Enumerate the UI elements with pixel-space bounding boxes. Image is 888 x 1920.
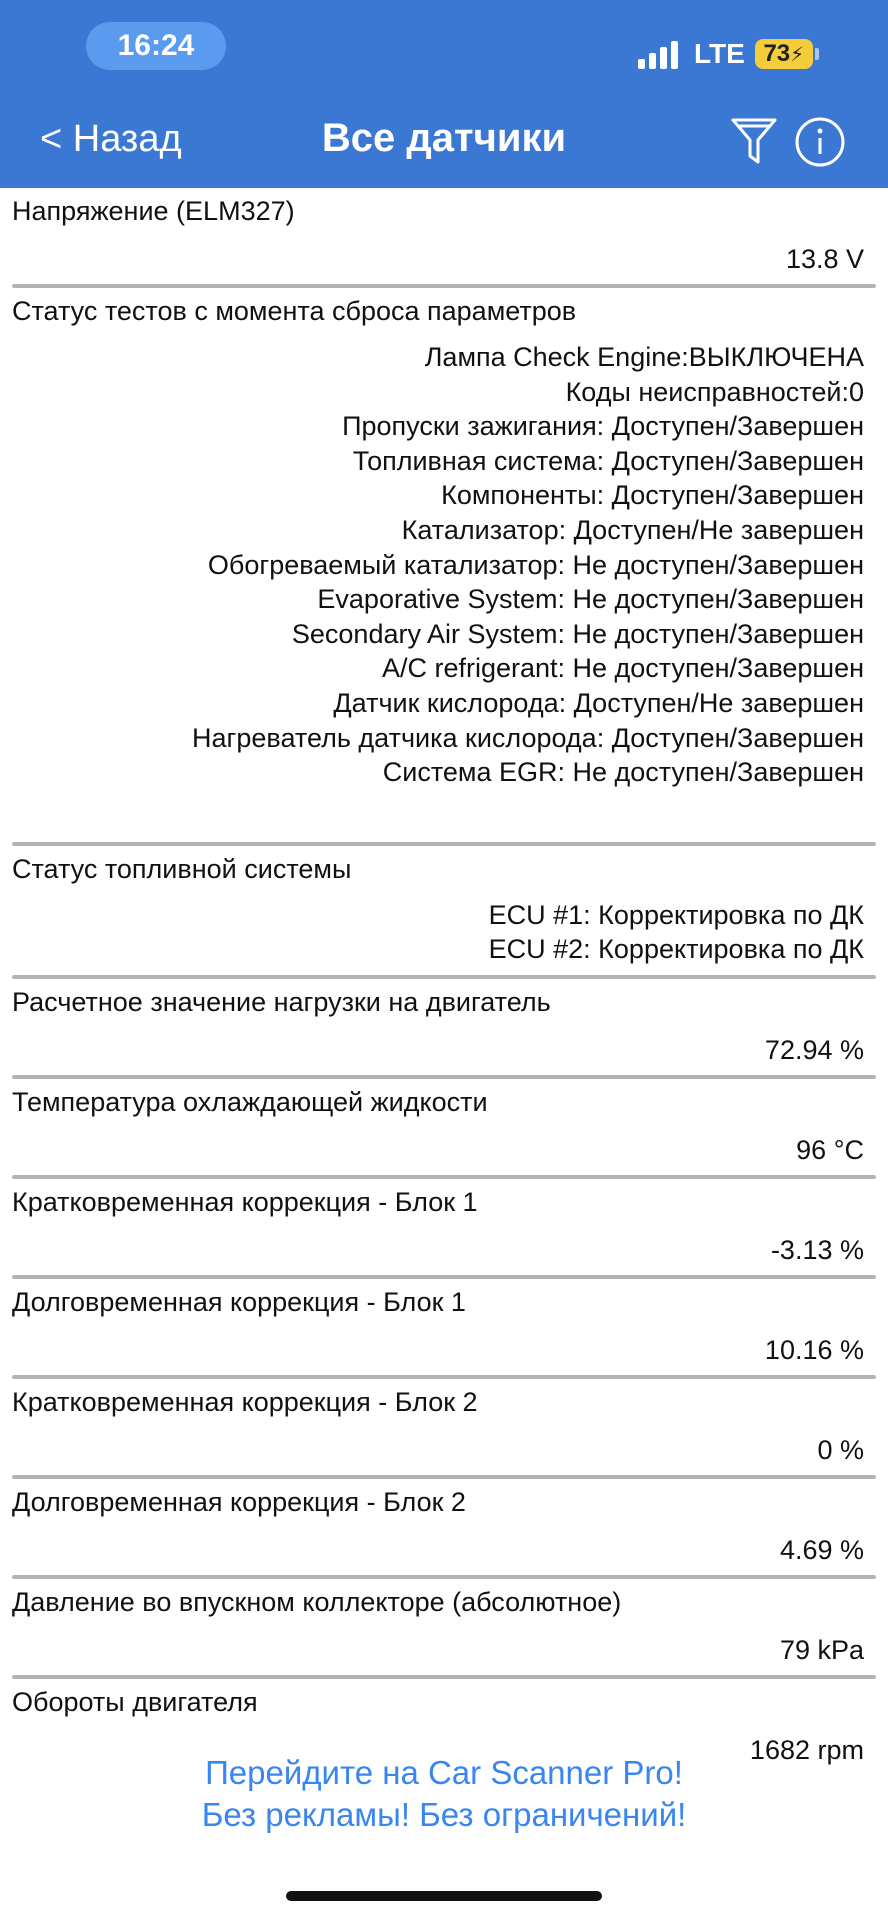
sensor-value: Компоненты: Доступен/Завершен — [441, 480, 864, 511]
home-indicator[interactable] — [286, 1891, 602, 1901]
sensor-value: Топливная система: Доступен/Завершен — [352, 445, 864, 476]
sensor-value: 96 °C — [796, 1134, 864, 1165]
sensor-value: Обогреваемый катализатор: Не доступен/Завершен — [207, 549, 864, 580]
sensor-value: Лампа Check Engine:ВЫКЛЮЧЕНА — [424, 342, 864, 372]
sensor-row-stft-bank2[interactable] — [0, 1379, 888, 1471]
sensor-row-voltage[interactable] — [0, 188, 888, 280]
promo-line-2[interactable]: Без рекламы! Без ограничений! — [201, 1796, 687, 1833]
sensor-value: Коды неисправностей:0 — [565, 376, 864, 407]
battery-icon: 73 ⚡ — [755, 39, 813, 69]
sensor-row-map[interactable] — [0, 1579, 888, 1671]
sensor-label: Статус топливной системы — [12, 853, 352, 884]
sensor-values — [12, 886, 876, 971]
sensor-label: Долговременная коррекция - Блок 2 — [12, 1486, 466, 1517]
sensor-value: Пропуски зажигания: Доступен/Завершен — [342, 411, 864, 442]
sensor-values — [12, 328, 876, 802]
sensor-label: Кратковременная коррекция - Блок 2 — [12, 1386, 478, 1417]
nav-header — [0, 0, 888, 188]
signal-icon — [638, 39, 682, 69]
sensor-value: 0 % — [817, 1434, 864, 1465]
filter-icon[interactable] — [730, 116, 778, 168]
sensor-label: Обороты двигателя — [12, 1686, 258, 1717]
sensor-value: 72.94 % — [764, 1034, 864, 1065]
sensor-value: 1682 rpm — [749, 1734, 864, 1765]
sensor-value: Катализатор: Доступен/Не завершен — [401, 514, 864, 545]
sensor-value: ECU #2: Корректировка по ДК — [488, 934, 864, 965]
sensor-value: A/C refrigerant: Не доступен/Завершен — [381, 653, 864, 684]
sensor-row-fuel-system[interactable] — [0, 846, 888, 971]
sensor-value: Нагреватель датчика кислорода: Доступен/Завершен — [192, 722, 864, 753]
page-title: Все датчики — [321, 116, 567, 160]
network-label: LTE — [694, 38, 745, 69]
sensor-value: Датчик кислорода: Доступен/Не завершен — [333, 687, 864, 718]
sensor-label: Расчетное значение нагрузки на двигатель — [12, 986, 551, 1017]
promo-line-1[interactable]: Перейдите на Car Scanner Pro! — [205, 1754, 683, 1791]
sensor-value: Evaporative System: Не доступен/Завершен — [317, 584, 864, 615]
sensor-row-engine-load[interactable] — [0, 979, 888, 1071]
back-button[interactable]: < Назад — [40, 118, 182, 160]
sensor-value: 10.16 % — [764, 1334, 864, 1365]
battery-level: 73 — [763, 40, 791, 67]
sensor-list[interactable] — [0, 188, 888, 1771]
sensor-row-ltft-bank1[interactable] — [0, 1279, 888, 1371]
sensor-label: Кратковременная коррекция - Блок 1 — [12, 1186, 478, 1217]
sensor-value: 4.69 % — [779, 1534, 864, 1565]
pro-upgrade-banner[interactable] — [0, 1752, 888, 1836]
sensor-value: Система EGR: Не доступен/Завершен — [382, 757, 864, 788]
sensor-value: 79 kPa — [779, 1634, 864, 1665]
sensor-row-stft-bank1[interactable] — [0, 1179, 888, 1271]
info-icon[interactable] — [794, 116, 846, 168]
sensor-value: 13.8 V — [785, 244, 864, 274]
status-time: 16:24 — [86, 22, 226, 70]
sensor-row-coolant-temp[interactable] — [0, 1079, 888, 1171]
sensor-value: Secondary Air System: Не доступен/Завершен — [291, 618, 864, 649]
sensor-label: Статус тестов с момента сброса параметров — [12, 296, 577, 326]
sensor-label: Температура охлаждающей жидкости — [12, 1086, 488, 1117]
sensor-label: Напряжение (ELM327) — [12, 196, 295, 226]
sensor-value: ECU #1: Корректировка по ДК — [488, 899, 864, 930]
sensor-value: -3.13 % — [770, 1234, 864, 1265]
status-indicators — [638, 34, 819, 74]
sensor-row-monitor-status[interactable] — [0, 288, 888, 802]
sensor-label: Долговременная коррекция - Блок 1 — [12, 1286, 466, 1317]
sensor-row-ltft-bank2[interactable] — [0, 1479, 888, 1571]
sensor-label: Давление во впускном коллекторе (абсолютное) — [12, 1586, 622, 1617]
